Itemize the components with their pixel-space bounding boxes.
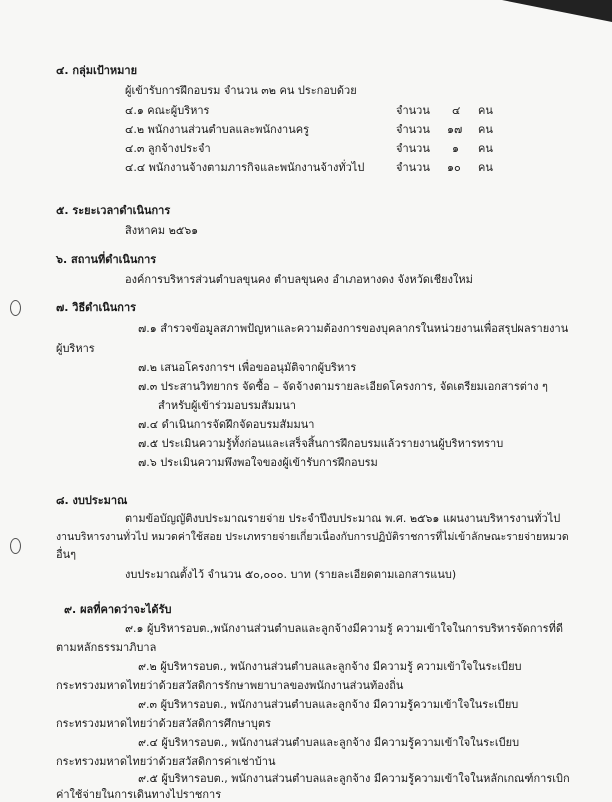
punch-hole-bottom [10,538,21,554]
section-6-heading: ๖. สถานที่ดำเนินการ [56,253,157,266]
procedure-line: ๗.๓ ประสานวิทยากร จัดซื้อ – จัดจ้างตามรายละเอียดโครงการ, จัดเตรียมเอกสารต่าง ๆ [138,380,548,393]
budget-paragraph: ตามข้อบัญญัติงบประมาณรายจ่าย ประจำปีงบประมาณ พ.ศ. ๒๕๖๑ แผนงานบริหารงานทั่วไป [125,512,561,525]
target-row-label: ๔.๔ พนักงานจ้างตามภารกิจและพนักงานจ้างทั่วไป [125,161,365,174]
target-row-label: ๔.๒ พนักงานส่วนตำบลและพนักงานครู [125,123,310,136]
target-row-classifier: คน [478,142,493,155]
budget-amount: งบประมาณตั้งไว้ จำนวน ๕๐,๐๐๐. บาท (รายละเอียดตามเอกสารแนบ) [125,568,457,581]
target-row-number: ๑๐ [447,161,461,174]
target-row-number: ๔ [452,104,461,117]
target-row-label: ๔.๓ ลูกจ้างประจำ [125,142,211,155]
outcome-line-continued: กระทรวงมหาดไทยว่าด้วยสวัสดิการศึกษาบุตร [56,717,271,730]
target-row-unit: จำนวน [396,104,430,117]
procedure-line-continued: สำหรับผู้เข้าร่วมอบรมสัมมนา [158,399,296,412]
section-5-body: สิงหาคม ๒๕๖๑ [125,224,199,237]
outcome-line-continued: กระทรวงมหาดไทยว่าด้วยสวัสดิการรักษาพยาบาลของพนักงานส่วนท้องถิ่น [56,679,404,692]
outcome-line: ๙.๕ ผู้บริหารอบต., พนักงานส่วนตำบลและลูกจ้าง มีความรู้ความเข้าใจในหลักเกณฑ์การเบิก [138,772,570,785]
folded-corner [502,0,612,22]
procedure-line: ๗.๖ ประเมินความพึงพอใจของผู้เข้ารับการฝึกอบรม [138,456,378,469]
target-row-number: ๑ [452,142,459,155]
budget-paragraph-continued: อื่นๆ [56,548,77,561]
section-7-heading: ๗. วิธีดำเนินการ [56,301,137,314]
budget-paragraph-continued: งานบริหารงานทั่วไป หมวดค่าใช้สอย ประเภทรายจ่ายเกี่ยวเนื่องกับการปฏิบัติราชการที่ไม่เข้าลักษณะรายจ่ายหมวด [56,531,569,543]
procedure-line: ๗.๔ ดำเนินการจัดฝึกจัดอบรมสัมมนา [138,418,315,431]
target-row-unit: จำนวน [396,142,430,155]
procedure-line: ๗.๒ เสนอโครงการฯ เพื่อขออนุมัติจากผู้บริหาร [138,361,357,374]
section-5-heading: ๕. ระยะเวลาดำเนินการ [56,204,171,217]
outcome-line: ๙.๓ ผู้บริหารอบต., พนักงานส่วนตำบลและลูกจ้าง มีความรู้ความเข้าใจในระเบียบ [138,698,519,711]
procedure-line: ๗.๕ ประเมินความรู้ทั้งก่อนและเสร็จสิ้นการฝึกอบรมแล้วรายงานผู้บริหารทราบ [138,437,504,450]
outcome-line-continued: ค่าใช้จ่ายในการเดินทางไปราชการ [56,788,222,801]
target-row-label: ๔.๑ คณะผู้บริหาร [125,104,210,117]
target-row-classifier: คน [478,123,493,136]
section-4-heading: ๔. กลุ่มเป้าหมาย [56,64,138,77]
target-row-unit: จำนวน [396,161,430,174]
procedure-line: ๗.๑ สำรวจข้อมูลสภาพปัญหาและความต้องการของบุคลากรในหน่วยงานเพื่อสรุปผลรายงาน [138,322,569,335]
punch-hole-top [10,300,21,316]
procedure-line-continued: ผู้บริหาร [56,342,95,355]
outcome-line-continued: ตามหลักธรรมาภิบาล [56,641,157,654]
target-row-classifier: คน [478,161,493,174]
target-row-classifier: คน [478,104,493,117]
target-row-number: ๑๗ [447,123,463,136]
outcome-line-continued: กระทรวงมหาดไทยว่าด้วยสวัสดิการค่าเช่าบ้าน [56,755,276,768]
section-6-body: องค์การบริหารส่วนตำบลขุนคง ตำบลขุนคง อำเภอหางดง จังหวัดเชียงใหม่ [125,273,473,286]
outcome-line: ๙.๔ ผู้บริหารอบต., พนักงานส่วนตำบลและลูกจ้าง มีความรู้ความเข้าใจในระเบียบ [138,736,520,749]
outcome-line: ๙.๒ ผู้บริหารอบต., พนักงานส่วนตำบลและลูกจ้าง มีความรู้ ความเข้าใจในระเบียบ [138,660,522,673]
section-8-heading: ๘. งบประมาณ [56,494,128,507]
target-row-unit: จำนวน [396,123,430,136]
outcome-line: ๙.๑ ผู้บริหารอบต.,พนักงานส่วนตำบลและลูกจ้างมีความรู้ ความเข้าใจในการบริหารจัดการที่ดี [125,622,563,635]
section-4-intro: ผู้เข้ารับการฝึกอบรม จำนวน ๓๒ คน ประกอบด้วย [125,84,357,97]
section-9-heading: ๙. ผลที่คาดว่าจะได้รับ [64,603,172,616]
